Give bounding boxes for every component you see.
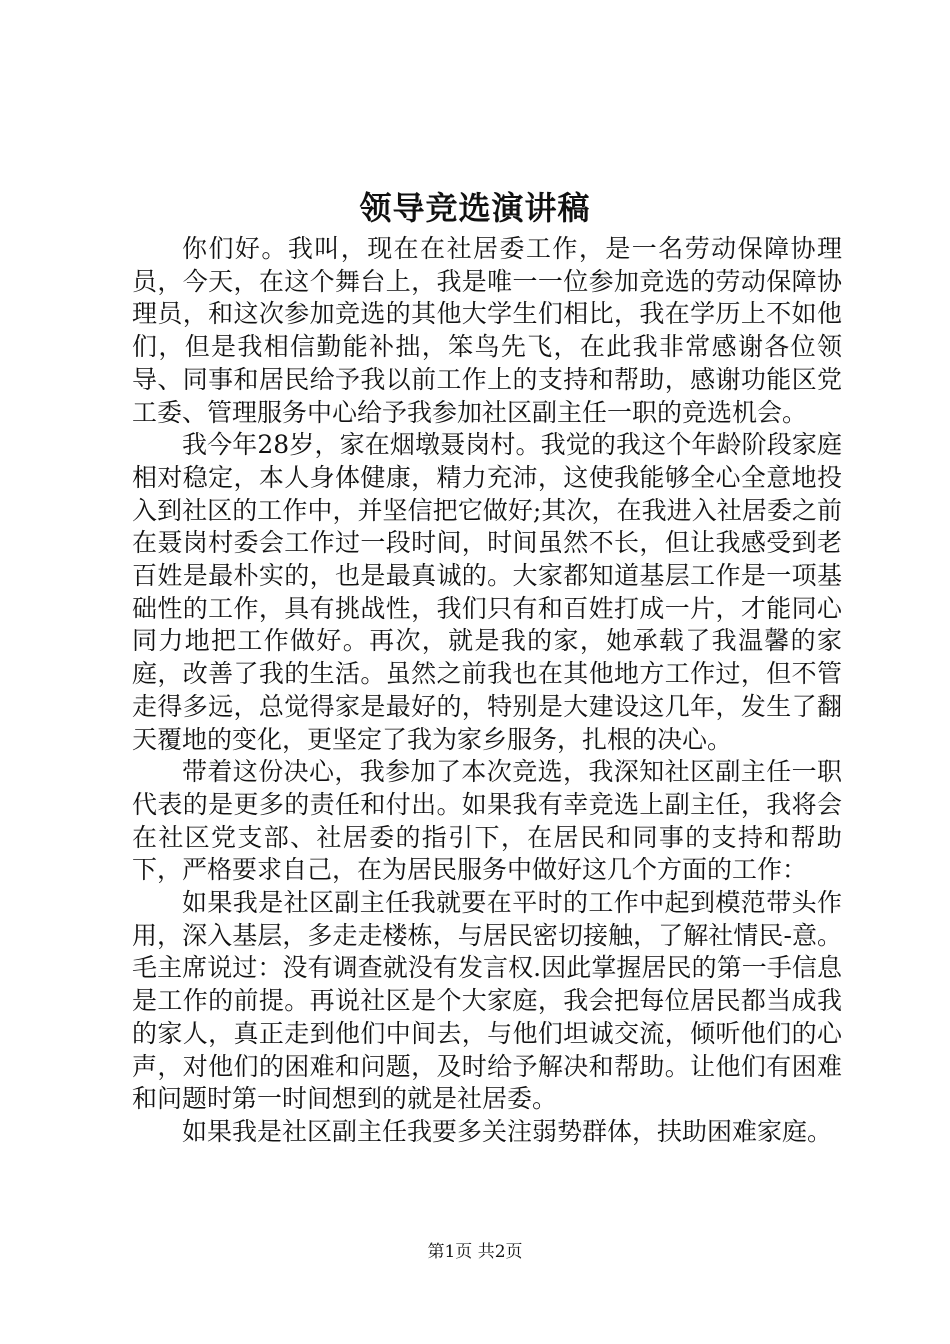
document-body [132,233,842,1149]
page-number-footer: 第1页 共2页 [427,1242,523,1262]
paragraph: 带着这份决心，我参加了本次竞选，我深知社区副主任一职代表的是更多的责任和付出。如果我有幸竞选上副主任，我将会在社区党支部、社居委的指引下，在居民和同事的支持和帮助下，严格要求自己，在为居民服务中做好这几个方面的工作： [132,757,842,885]
paragraph: 如果我是社区副主任我要多关注弱势群体，扶助困难家庭。 [182,1116,833,1146]
paragraph: 我今年28岁，家在烟墩聂岗村。我觉的我这个年龄阶段家庭相对稳定，本人身体健康，精力充沛，这使我能够全心全意地投入到社区的工作中，并坚信把它做好;其次，在我进入社居委之前在聂岗村委会工作过一段时间，时间虽然不长，但让我感受到老百姓是最朴实的，也是最真诚的。大家都知道基层工作是一项基础性的工作，具有挑战性，我们只有和百姓打成一片，才能同心同力地把工作做好。再次，就是我的家，她承载了我温馨的家庭，改善了我的生活。虽然之前我也在其他地方工作过，但不管走得多远，总觉得家是最好的，特别是大建设这几年，发生了翻天覆地的变化，更坚定了我为家乡服务，扎根的决心。 [132,430,842,754]
document-title: 领导竞选演讲稿 [359,189,591,227]
paragraph: 你们好。我叫，现在在社居委工作，是一名劳动保障协理员，今天，在这个舞台上，我是唯一一位参加竞选的劳动保障协理员，和这次参加竞选的其他大学生们相比，我在学历上不如他们，但是我相信勤能补拙，笨鸟先飞，在此我非常感谢各位领导、同事和居民给予我以前工作上的支持和帮助，感谢功能区党工委、管理服务中心给予我参加社区副主任一职的竞选机会。 [132,234,842,427]
paragraph: 如果我是社区副主任我就要在平时的工作中起到模范带头作用，深入基层，多走走楼栋，与居民密切接触，了解社情民-意。毛主席说过：没有调查就没有发言权.因此掌握居民的第一手信息是工作的前提。再说社区是个大家庭，我会把每位居民都当成我的家人，真正走到他们中间去，与他们坦诚交流，倾听他们的心声，对他们的困难和问题，及时给予解决和帮助。让他们有困难和问题时第一时间想到的就是社居委。 [132,888,842,1114]
